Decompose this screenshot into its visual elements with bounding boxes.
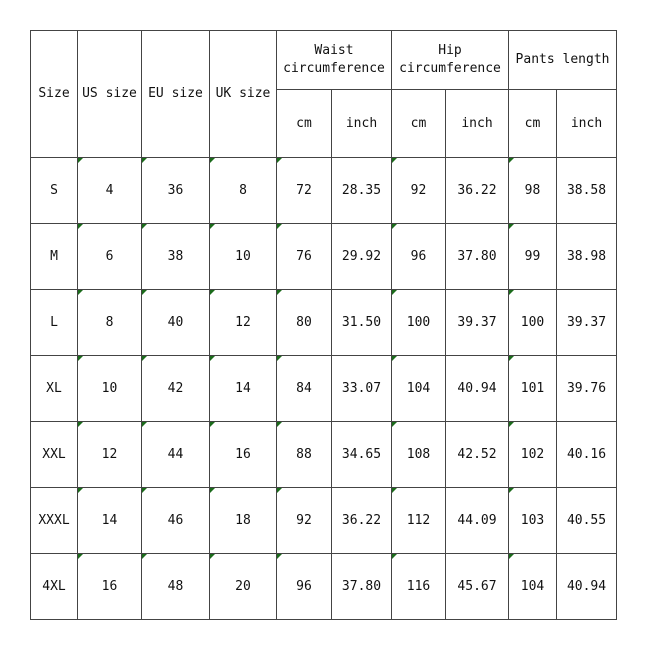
cell-uk-size: 14: [210, 356, 277, 422]
cell-eu-size: 40: [142, 290, 210, 356]
table-row: [31, 158, 617, 224]
cell-us-size: 8: [78, 290, 142, 356]
cell-eu-size: 42: [142, 356, 210, 422]
cell-waist-inch: 28.35: [332, 158, 392, 224]
cell-eu-size: 38: [142, 224, 210, 290]
cell-waist-inch: 33.07: [332, 356, 392, 422]
header-waist: Waist circumference: [277, 31, 392, 90]
unit-cm: cm: [277, 90, 332, 158]
cell-size: M: [31, 224, 78, 290]
table-row: [31, 356, 617, 422]
cell-pants-cm: 98: [509, 158, 557, 224]
cell-pants-cm: 104: [509, 554, 557, 620]
cell-size: 4XL: [31, 554, 78, 620]
cell-waist-cm: 92: [277, 488, 332, 554]
cell-hip-inch: 42.52: [446, 422, 509, 488]
cell-us-size: 16: [78, 554, 142, 620]
unit-inch: inch: [332, 90, 392, 158]
cell-us-size: 10: [78, 356, 142, 422]
cell-hip-inch: 36.22: [446, 158, 509, 224]
cell-hip-inch: 44.09: [446, 488, 509, 554]
cell-hip-cm: 100: [392, 290, 446, 356]
cell-size: L: [31, 290, 78, 356]
cell-uk-size: 8: [210, 158, 277, 224]
cell-waist-cm: 84: [277, 356, 332, 422]
header-hip: Hip circumference: [392, 31, 509, 90]
cell-waist-cm: 88: [277, 422, 332, 488]
cell-hip-cm: 108: [392, 422, 446, 488]
size-chart-table: [30, 30, 617, 620]
cell-hip-cm: 112: [392, 488, 446, 554]
cell-uk-size: 10: [210, 224, 277, 290]
cell-waist-cm: 76: [277, 224, 332, 290]
header-row: [31, 31, 617, 90]
cell-hip-cm: 116: [392, 554, 446, 620]
cell-waist-cm: 80: [277, 290, 332, 356]
cell-pants-cm: 103: [509, 488, 557, 554]
cell-us-size: 14: [78, 488, 142, 554]
cell-pants-inch: 39.37: [557, 290, 617, 356]
cell-uk-size: 16: [210, 422, 277, 488]
cell-pants-cm: 100: [509, 290, 557, 356]
cell-pants-inch: 40.55: [557, 488, 617, 554]
cell-us-size: 4: [78, 158, 142, 224]
cell-pants-inch: 40.94: [557, 554, 617, 620]
cell-pants-cm: 99: [509, 224, 557, 290]
cell-pants-cm: 102: [509, 422, 557, 488]
cell-pants-cm: 101: [509, 356, 557, 422]
cell-uk-size: 20: [210, 554, 277, 620]
cell-hip-inch: 45.67: [446, 554, 509, 620]
cell-waist-inch: 36.22: [332, 488, 392, 554]
unit-inch: inch: [446, 90, 509, 158]
cell-size: XXL: [31, 422, 78, 488]
cell-hip-cm: 92: [392, 158, 446, 224]
cell-hip-cm: 104: [392, 356, 446, 422]
cell-eu-size: 36: [142, 158, 210, 224]
cell-waist-inch: 37.80: [332, 554, 392, 620]
header-uk-size: UK size: [210, 31, 277, 158]
cell-uk-size: 18: [210, 488, 277, 554]
cell-hip-cm: 96: [392, 224, 446, 290]
header-us-size: US size: [78, 31, 142, 158]
cell-us-size: 12: [78, 422, 142, 488]
cell-uk-size: 12: [210, 290, 277, 356]
cell-waist-cm: 96: [277, 554, 332, 620]
cell-pants-inch: 40.16: [557, 422, 617, 488]
table-row: [31, 422, 617, 488]
cell-size: XL: [31, 356, 78, 422]
header-size: Size: [31, 31, 78, 158]
cell-size: S: [31, 158, 78, 224]
cell-waist-inch: 29.92: [332, 224, 392, 290]
cell-pants-inch: 39.76: [557, 356, 617, 422]
table-row: [31, 554, 617, 620]
cell-eu-size: 46: [142, 488, 210, 554]
cell-eu-size: 44: [142, 422, 210, 488]
unit-inch: inch: [557, 90, 617, 158]
table-row: [31, 224, 617, 290]
cell-hip-inch: 39.37: [446, 290, 509, 356]
unit-cm: cm: [392, 90, 446, 158]
cell-hip-inch: 37.80: [446, 224, 509, 290]
cell-eu-size: 48: [142, 554, 210, 620]
cell-waist-cm: 72: [277, 158, 332, 224]
table-row: [31, 290, 617, 356]
cell-pants-inch: 38.98: [557, 224, 617, 290]
table-row: [31, 488, 617, 554]
cell-pants-inch: 38.58: [557, 158, 617, 224]
cell-waist-inch: 34.65: [332, 422, 392, 488]
cell-hip-inch: 40.94: [446, 356, 509, 422]
cell-us-size: 6: [78, 224, 142, 290]
header-pants-length: Pants length: [509, 31, 617, 90]
unit-cm: cm: [509, 90, 557, 158]
cell-waist-inch: 31.50: [332, 290, 392, 356]
header-eu-size: EU size: [142, 31, 210, 158]
cell-size: XXXL: [31, 488, 78, 554]
